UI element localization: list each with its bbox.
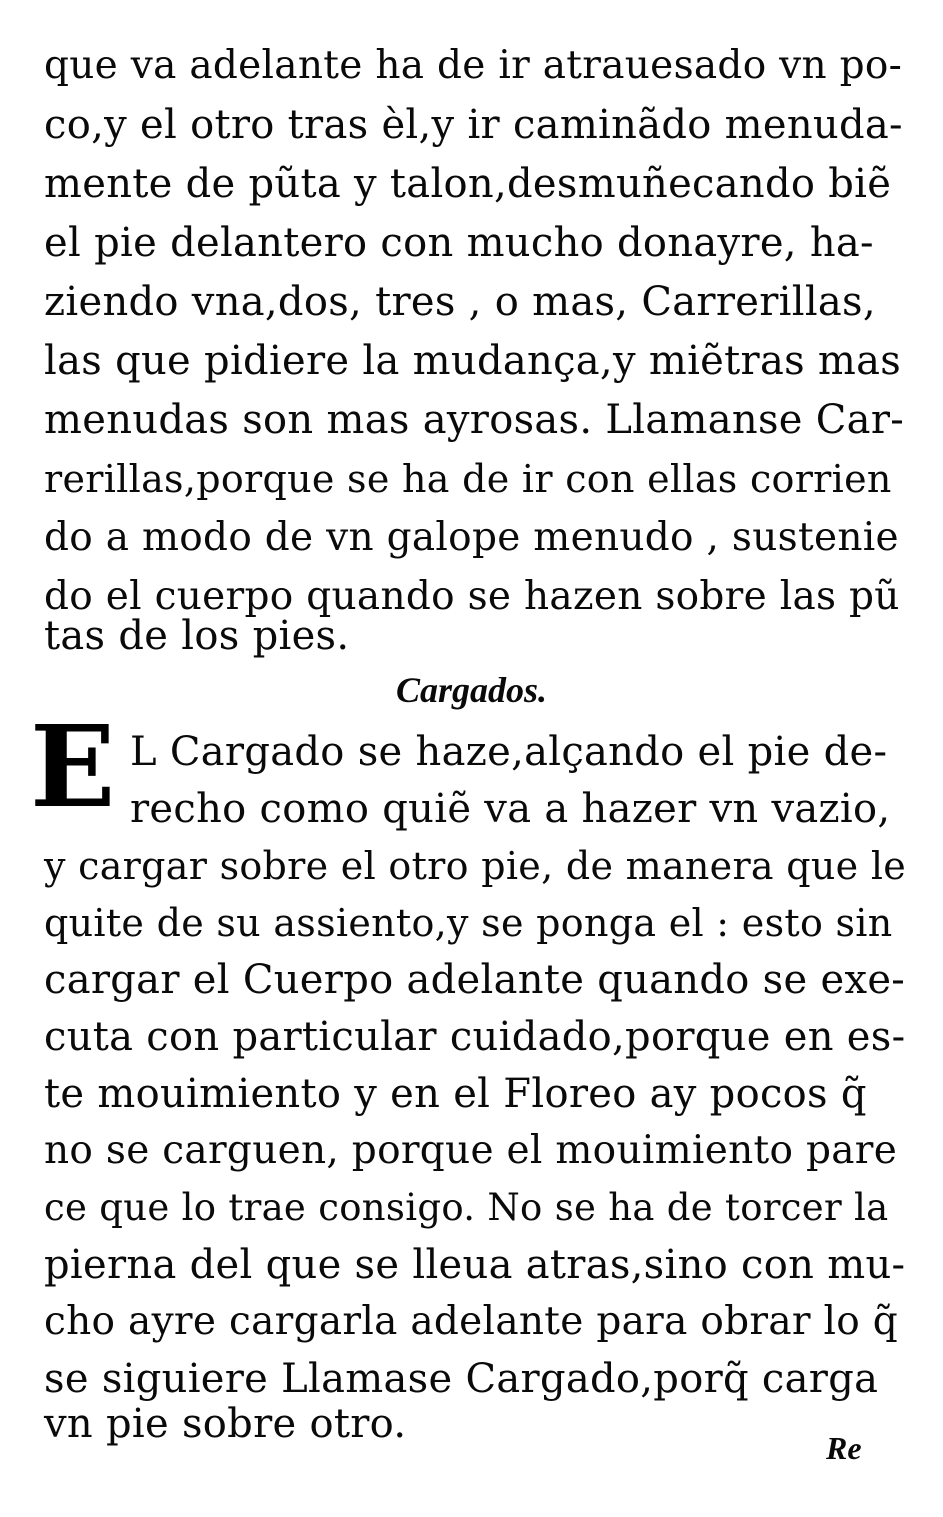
text-line: do el cuerpo quando se hazen sobre las pũ	[44, 574, 900, 619]
text-line: mente de pũta y talon,desmuñecando biẽ	[44, 161, 892, 207]
text-line: recho como quiẽ va a hazer vn vazio,	[130, 786, 891, 832]
text-line: menudas son mas ayrosas. Llamanse Car-	[44, 397, 905, 443]
text-line: ziendo vna,dos, tres , o mas, Carrerillas,	[44, 279, 876, 325]
text-line: do a modo de vn galope menudo , sustenie	[44, 515, 899, 560]
text-line: tas de los pies.	[44, 613, 350, 659]
text-line: quite de su assiento,y se ponga el : esto sin	[44, 901, 893, 945]
text-line: no se carguen, porque el mouimiento pare	[44, 1128, 898, 1173]
text-line: pierna del que se lleua atras,sino con mu-	[44, 1242, 906, 1288]
text-line: y cargar sobre el otro pie, de manera que le	[44, 844, 907, 888]
text-line: cuta con particular cuidado,porque en es-	[44, 1014, 906, 1060]
drop-cap-initial: E	[30, 702, 116, 833]
text-line: te mouimiento y en el Floreo ay pocos q̃	[44, 1071, 867, 1117]
text-line: las que pidiere la mudança,y miẽtras mas	[44, 338, 902, 384]
text-line: cargar el Cuerpo adelante quando se exe-	[44, 957, 906, 1003]
text-line: se siguiere Llamase Cargado,porq̃ carga	[44, 1356, 879, 1402]
text-line: cho ayre cargarla adelante para obrar lo q̃	[44, 1299, 899, 1344]
text-line: el pie delantero con mucho donayre, ha-	[44, 220, 874, 266]
text-line: ce que lo trae consigo. No se ha de torcer la	[44, 1186, 889, 1229]
text-line: vn pie sobre otro.	[44, 1401, 407, 1447]
text-line: co,y el otro tras èl,y ir caminãdo menuda-	[44, 102, 903, 148]
text-line: L Cargado se haze,alçando el pie de-	[130, 729, 888, 775]
section-heading: Cargados.	[395, 670, 548, 710]
text-line: rerillas,porque se ha de ir con ellas corrien	[44, 457, 892, 501]
catchword: Re	[826, 1430, 862, 1466]
text-line: que va adelante ha de ir atrauesado vn po-	[44, 43, 903, 88]
